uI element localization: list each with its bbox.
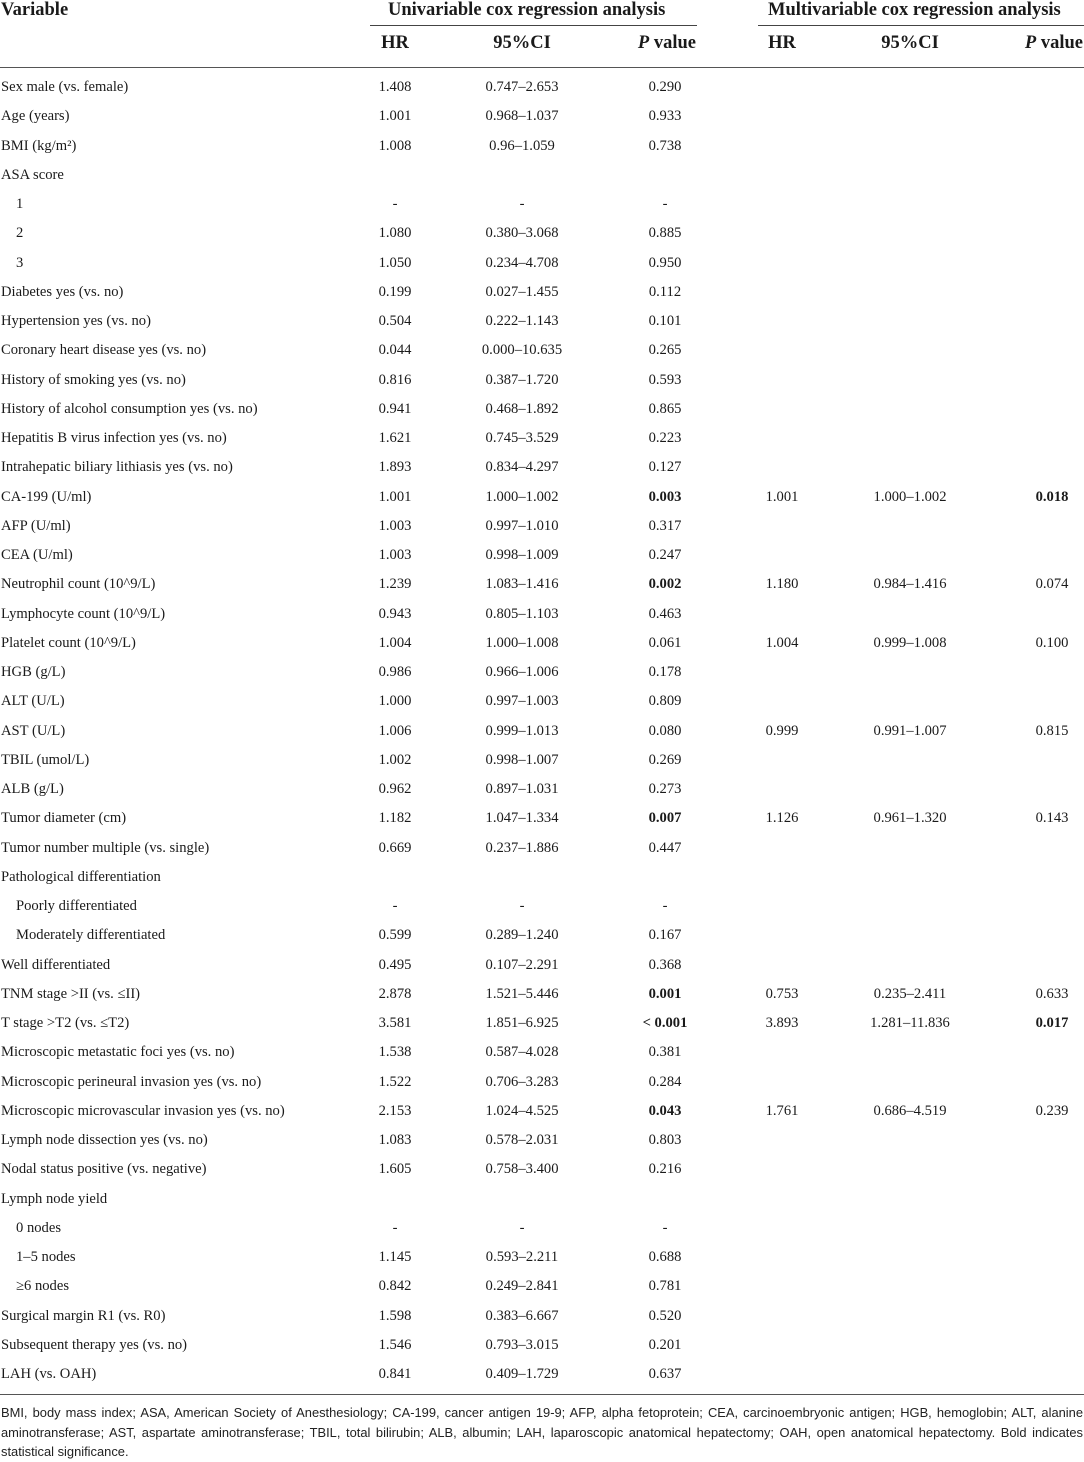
univariable-hr-cell: 0.842 — [378, 1278, 412, 1295]
variable-cell: Intrahepatic biliary lithiasis yes (vs. no) — [1, 459, 233, 476]
variable-cell: Tumor number multiple (vs. single) — [1, 839, 210, 856]
univariable-ci-cell: 0.793–3.015 — [485, 1336, 559, 1353]
variable-cell: History of alcohol consumption yes (vs. no) — [1, 400, 258, 417]
univariable-hr-cell: 3.581 — [378, 1015, 412, 1031]
table-row — [0, 1214, 1084, 1243]
univariable-ci-cell: 0.96–1.059 — [489, 137, 555, 154]
univariable-underline — [370, 25, 697, 26]
table-footnote: BMI, body mass index; ASA, American Society of Anesthesiology; CA-199, cancer antigen 19-9; AFP, alpha fetoprotein; CEA, carcinoembryonic antigen; HGB, hemoglobin; ALT, alanine aminotransferase; AST, aspartate aminotransferase; TBIL, total bilirubin; ALB, albumin; LAH, laparoscopic anatomical hepatectomy; OAH, open anatomical hepatectomy. Bold indicates statistical significance. — [1, 1405, 1083, 1459]
variable-cell: LAH (vs. OAH) — [1, 1366, 97, 1382]
table-row — [0, 1097, 1084, 1126]
univariable-ci-cell: 1.047–1.334 — [485, 810, 559, 827]
univariable-ci-cell: 0.997–1.003 — [485, 693, 559, 710]
univariable-p-cell: 0.520 — [648, 1307, 682, 1324]
univariable-ci-cell: 0.805–1.103 — [485, 605, 559, 622]
univariable-hr-cell: 1.083 — [378, 1132, 412, 1148]
univariable-hr-cell: 1.408 — [378, 79, 412, 95]
univariable-p-cell: 0.178 — [648, 664, 682, 680]
table-row — [0, 834, 1084, 863]
univariable-ci-cell: 0.897–1.031 — [485, 781, 559, 797]
univariable-ci-cell: 0.999–1.013 — [485, 722, 559, 739]
variable-cell: Lymphocyte count (10^9/L) — [1, 605, 166, 622]
univariable-ci-cell: 1.000–1.008 — [485, 634, 559, 651]
univariable-hr-cell: - — [392, 898, 398, 914]
table-row — [0, 687, 1084, 716]
variable-cell: Surgical margin R1 (vs. R0) — [1, 1307, 166, 1324]
table-row — [0, 73, 1084, 102]
variable-cell: Hepatitis B virus infection yes (vs. no) — [1, 430, 227, 446]
multivariable-ci-cell: 1.000–1.002 — [873, 488, 947, 505]
univariable-hr-cell: - — [392, 196, 398, 212]
variable-cell: 3 — [16, 254, 24, 271]
univariable-p-cell: 0.112 — [648, 283, 682, 300]
variable-cell: ≥6 nodes — [16, 1278, 70, 1295]
univariable-hr-cell: 1.621 — [378, 430, 412, 446]
univariable-p-cell: 0.001 — [648, 985, 682, 1002]
variable-cell: T stage >T2 (vs. ≤T2) — [1, 1015, 130, 1031]
table-row — [0, 366, 1084, 395]
table-row — [0, 132, 1084, 161]
univariable-hr-cell: - — [392, 1219, 398, 1236]
multivariable-p-cell: 0.239 — [1035, 1102, 1069, 1119]
univariable-ci-cell: 0.706–3.283 — [485, 1073, 559, 1090]
multivariable-ci-cell: 0.999–1.008 — [873, 634, 947, 651]
univariable-p-cell: 0.080 — [648, 722, 682, 739]
univariable-ci-cell: 0.745–3.529 — [485, 430, 559, 446]
variable-cell: AST (U/L) — [1, 722, 66, 739]
univariable-ci-cell: 0.998–1.009 — [485, 547, 559, 563]
univariable-hr-cell: 1.000 — [378, 693, 412, 710]
table-row — [0, 1243, 1084, 1272]
univariable-ci-cell: 0.027–1.455 — [485, 283, 559, 300]
variable-cell: 0 nodes — [16, 1219, 61, 1236]
univariable-hr-cell: 1.182 — [378, 810, 412, 827]
univariable-hr-cell: 1.008 — [378, 137, 412, 154]
multivariable-p-cell: 0.143 — [1035, 810, 1069, 827]
variable-cell: Coronary heart disease yes (vs. no) — [1, 342, 207, 359]
univariable-ci-cell: 0.222–1.143 — [485, 313, 559, 329]
multivariable-hr-cell: 0.999 — [765, 722, 799, 739]
variable-cell: 1 — [16, 196, 24, 212]
variable-cell: Well differentiated — [1, 956, 111, 973]
table-body — [0, 73, 1084, 1389]
univariable-hr-cell: 0.816 — [378, 371, 412, 388]
header-univariable-title: Univariable cox regression analysis — [388, 0, 666, 20]
table-row — [0, 1126, 1084, 1155]
header-variable: Variable — [1, 0, 69, 20]
variable-cell: HGB (g/L) — [1, 664, 66, 680]
multivariable-hr-cell: 1.001 — [765, 488, 799, 505]
table-row — [0, 278, 1084, 307]
variable-cell: CA-199 (U/ml) — [1, 488, 92, 505]
univariable-p-cell: 0.003 — [648, 488, 682, 505]
table-row — [0, 102, 1084, 131]
variable-cell: Poorly differentiated — [16, 898, 137, 914]
table-row — [0, 629, 1084, 658]
variable-cell: Microscopic metastatic foci yes (vs. no) — [1, 1044, 235, 1061]
univariable-p-cell: 0.002 — [648, 576, 682, 593]
univariable-p-cell: 0.216 — [648, 1161, 682, 1178]
multivariable-p-cell: 0.815 — [1035, 722, 1069, 739]
table-row — [0, 570, 1084, 599]
univariable-p-cell: 0.885 — [648, 225, 682, 242]
univariable-hr-cell: 0.943 — [378, 605, 412, 622]
univariable-hr-cell: 1.001 — [378, 488, 412, 505]
table-row — [0, 717, 1084, 746]
variable-cell: 2 — [16, 225, 24, 242]
univariable-ci-cell: 0.107–2.291 — [485, 956, 559, 973]
variable-cell: Age (years) — [1, 108, 70, 125]
univariable-hr-cell: 0.941 — [378, 400, 412, 417]
table-row — [0, 1302, 1084, 1331]
bottom-rule — [0, 1394, 1084, 1395]
table-row — [0, 336, 1084, 365]
univariable-ci-cell: 0.468–1.892 — [485, 400, 559, 417]
univariable-p-cell: 0.007 — [648, 810, 682, 827]
multivariable-underline — [758, 25, 1084, 26]
univariable-p-cell: 0.368 — [648, 956, 682, 973]
univariable-p-cell: 0.043 — [648, 1102, 682, 1119]
univariable-ci-cell: 1.000–1.002 — [485, 488, 559, 505]
multivariable-ci-cell: 0.984–1.416 — [873, 576, 947, 593]
univariable-ci-cell: 0.578–2.031 — [485, 1132, 559, 1148]
univariable-ci-cell: 0.383–6.667 — [485, 1307, 559, 1324]
univariable-hr-cell: 0.504 — [378, 313, 412, 329]
univariable-p-cell: 0.247 — [648, 547, 682, 563]
univariable-hr-cell: 2.878 — [378, 985, 412, 1002]
univariable-ci-cell: 0.593–2.211 — [485, 1249, 559, 1265]
header-uni-ci: 95%CI — [493, 33, 551, 53]
variable-cell: AFP (U/ml) — [1, 517, 71, 534]
univariable-hr-cell: 0.841 — [378, 1366, 412, 1382]
multivariable-hr-cell: 1.126 — [765, 810, 799, 827]
variable-cell: Microscopic perineural invasion yes (vs. no) — [1, 1073, 262, 1090]
univariable-p-cell: < 0.001 — [642, 1015, 688, 1031]
variable-cell: Diabetes yes (vs. no) — [1, 283, 124, 300]
univariable-hr-cell: 0.962 — [378, 781, 412, 797]
table-row — [0, 892, 1084, 921]
variable-cell: Lymph node dissection yes (vs. no) — [1, 1132, 208, 1148]
univariable-ci-cell: 1.851–6.925 — [485, 1015, 559, 1031]
table-row — [0, 746, 1084, 775]
variable-cell: Hypertension yes (vs. no) — [1, 313, 151, 329]
multivariable-ci-cell: 0.961–1.320 — [873, 810, 947, 827]
univariable-p-cell: 0.317 — [648, 517, 682, 534]
variable-cell: Neutrophil count (10^9/L) — [1, 576, 156, 593]
table-header — [0, 0, 1084, 68]
univariable-hr-cell: 1.003 — [378, 547, 412, 563]
univariable-p-cell: 0.865 — [648, 400, 682, 417]
variable-cell: CEA (U/ml) — [1, 547, 73, 563]
table-row — [0, 775, 1084, 804]
univariable-hr-cell: 1.522 — [378, 1073, 412, 1090]
univariable-hr-cell: 0.599 — [378, 927, 412, 944]
multivariable-p-cell: 0.074 — [1035, 576, 1069, 593]
univariable-p-cell: - — [662, 196, 668, 212]
variable-cell: Microscopic microvascular invasion yes (vs. no) — [1, 1102, 285, 1119]
univariable-ci-cell: 0.998–1.007 — [485, 751, 559, 768]
variable-cell: Subsequent therapy yes (vs. no) — [1, 1336, 188, 1353]
univariable-p-cell: 0.284 — [648, 1073, 682, 1090]
univariable-ci-cell: 0.758–3.400 — [485, 1161, 559, 1178]
univariable-p-cell: 0.201 — [648, 1336, 682, 1353]
multivariable-p-cell: 0.633 — [1035, 985, 1069, 1002]
univariable-p-cell: 0.223 — [648, 430, 682, 446]
univariable-hr-cell: 0.495 — [378, 956, 412, 973]
table-row — [0, 161, 1084, 190]
table-row — [0, 424, 1084, 453]
univariable-p-cell: - — [662, 1219, 668, 1236]
univariable-hr-cell: 0.199 — [378, 283, 412, 300]
univariable-hr-cell: 1.239 — [378, 576, 412, 593]
variable-cell: ALT (U/L) — [1, 693, 65, 710]
table-row — [0, 658, 1084, 687]
variable-cell: BMI (kg/m²) — [1, 137, 77, 154]
univariable-ci-cell: 0.237–1.886 — [485, 839, 559, 856]
univariable-ci-cell: 0.409–1.729 — [485, 1366, 559, 1382]
univariable-ci-cell: - — [519, 196, 525, 212]
variable-cell: ALB (g/L) — [1, 781, 64, 797]
header-multi-hr: HR — [768, 33, 796, 53]
univariable-p-cell: 0.290 — [648, 79, 682, 95]
univariable-p-cell: 0.273 — [648, 781, 682, 797]
univariable-p-cell: 0.950 — [648, 254, 682, 271]
univariable-hr-cell: 1.598 — [378, 1307, 412, 1324]
univariable-ci-cell: 0.380–3.068 — [485, 225, 559, 242]
multivariable-ci-cell: 0.686–4.519 — [873, 1102, 947, 1119]
header-rule — [0, 67, 1084, 68]
univariable-ci-cell: 1.024–4.525 — [485, 1102, 559, 1119]
table-row — [0, 1185, 1084, 1214]
univariable-hr-cell: 0.044 — [378, 342, 412, 359]
header-multi-p: P value — [1024, 33, 1083, 53]
multivariable-p-cell: 0.100 — [1035, 634, 1069, 651]
table-row — [0, 1360, 1084, 1389]
univariable-ci-cell: 0.234–4.708 — [485, 254, 559, 271]
variable-cell: Platelet count (10^9/L) — [1, 634, 136, 651]
univariable-p-cell: 0.381 — [648, 1044, 682, 1061]
variable-cell: TNM stage >II (vs. ≤II) — [1, 985, 141, 1002]
multivariable-ci-cell: 0.991–1.007 — [873, 722, 947, 739]
table-row — [0, 249, 1084, 278]
univariable-hr-cell: 2.153 — [378, 1102, 412, 1119]
variable-cell: History of smoking yes (vs. no) — [1, 371, 186, 388]
univariable-ci-cell: - — [519, 1219, 525, 1236]
table-row — [0, 395, 1084, 424]
univariable-p-cell: 0.101 — [648, 313, 682, 329]
univariable-hr-cell: 0.986 — [378, 664, 412, 680]
multivariable-p-cell: 0.017 — [1035, 1015, 1069, 1031]
variable-cell: Lymph node yield — [1, 1190, 108, 1207]
header-uni-p: P value — [637, 33, 696, 53]
univariable-p-cell: 0.809 — [648, 693, 682, 710]
univariable-p-cell: 0.061 — [648, 634, 682, 651]
table-row — [0, 512, 1084, 541]
univariable-ci-cell: 0.834–4.297 — [485, 459, 559, 476]
univariable-hr-cell: 1.538 — [378, 1044, 412, 1061]
univariable-p-cell: - — [662, 898, 668, 914]
variable-cell: Sex male (vs. female) — [1, 79, 129, 95]
univariable-ci-cell: 0.000–10.635 — [481, 342, 563, 359]
univariable-hr-cell: 1.006 — [378, 722, 412, 739]
variable-cell: ASA score — [1, 166, 64, 183]
multivariable-hr-cell: 1.180 — [765, 576, 799, 593]
univariable-p-cell: 0.593 — [648, 371, 682, 388]
univariable-p-cell: 0.738 — [648, 137, 682, 154]
univariable-hr-cell: 0.669 — [378, 839, 412, 856]
univariable-hr-cell: 1.001 — [378, 108, 412, 125]
table-row — [0, 951, 1084, 980]
table-row — [0, 307, 1084, 336]
variable-cell: TBIL (umol/L) — [1, 751, 90, 768]
variable-cell: 1–5 nodes — [16, 1249, 76, 1265]
variable-cell: Tumor diameter (cm) — [1, 810, 127, 827]
univariable-hr-cell: 1.003 — [378, 517, 412, 534]
table-row — [0, 1155, 1084, 1184]
univariable-p-cell: 0.688 — [648, 1249, 682, 1265]
variable-cell: Pathological differentiation — [1, 868, 161, 885]
univariable-ci-cell: 0.249–2.841 — [485, 1278, 559, 1295]
multivariable-ci-cell: 1.281–11.836 — [870, 1015, 950, 1031]
table-row — [0, 921, 1084, 950]
univariable-hr-cell: 1.546 — [378, 1336, 412, 1353]
multivariable-p-cell: 0.018 — [1035, 488, 1069, 505]
univariable-p-cell: 0.447 — [648, 839, 682, 856]
univariable-hr-cell: 1.004 — [378, 634, 412, 651]
univariable-ci-cell: 0.966–1.006 — [485, 664, 559, 680]
table-row — [0, 541, 1084, 570]
multivariable-hr-cell: 1.004 — [765, 634, 799, 651]
multivariable-ci-cell: 0.235–2.411 — [873, 985, 947, 1002]
univariable-p-cell: 0.463 — [648, 605, 682, 622]
univariable-ci-cell: - — [519, 898, 525, 914]
table-row — [0, 1331, 1084, 1360]
univariable-ci-cell: 0.997–1.010 — [485, 517, 559, 534]
univariable-p-cell: 0.167 — [648, 927, 682, 944]
table-row — [0, 453, 1084, 482]
header-uni-hr: HR — [381, 33, 409, 53]
univariable-ci-cell: 0.747–2.653 — [485, 79, 559, 95]
table-row — [0, 1068, 1084, 1097]
table-row — [0, 190, 1084, 219]
univariable-ci-cell: 1.521–5.446 — [485, 985, 559, 1002]
univariable-hr-cell: 1.080 — [378, 225, 412, 242]
table-row — [0, 863, 1084, 892]
multivariable-hr-cell: 3.893 — [765, 1015, 799, 1031]
univariable-p-cell: 0.269 — [648, 751, 682, 768]
table-row — [0, 483, 1084, 512]
univariable-hr-cell: 1.002 — [378, 751, 412, 768]
header-multi-ci: 95%CI — [881, 33, 939, 53]
univariable-hr-cell: 1.605 — [378, 1161, 412, 1178]
table-row — [0, 1272, 1084, 1301]
univariable-hr-cell: 1.145 — [378, 1249, 412, 1265]
multivariable-hr-cell: 1.761 — [765, 1102, 799, 1119]
univariable-ci-cell: 0.387–1.720 — [485, 371, 559, 388]
univariable-p-cell: 0.933 — [648, 108, 682, 125]
variable-cell: Nodal status positive (vs. negative) — [1, 1161, 207, 1178]
univariable-ci-cell: 0.968–1.037 — [485, 108, 559, 125]
univariable-hr-cell: 1.893 — [378, 459, 412, 476]
table-row — [0, 219, 1084, 248]
univariable-hr-cell: 1.050 — [378, 254, 412, 271]
univariable-p-cell: 0.265 — [648, 342, 682, 359]
univariable-p-cell: 0.781 — [648, 1278, 682, 1295]
univariable-ci-cell: 1.083–1.416 — [485, 576, 559, 593]
univariable-ci-cell: 0.289–1.240 — [485, 927, 559, 944]
univariable-p-cell: 0.803 — [648, 1132, 682, 1148]
table-row — [0, 1009, 1084, 1038]
table-row — [0, 980, 1084, 1009]
univariable-ci-cell: 0.587–4.028 — [485, 1044, 559, 1061]
table-row — [0, 1038, 1084, 1067]
multivariable-hr-cell: 0.753 — [765, 985, 799, 1002]
table-row — [0, 600, 1084, 629]
univariable-p-cell: 0.127 — [648, 459, 682, 476]
variable-cell: Moderately differentiated — [16, 927, 166, 944]
header-multivariable-title: Multivariable cox regression analysis — [768, 0, 1061, 20]
univariable-p-cell: 0.637 — [648, 1366, 682, 1382]
table-row — [0, 804, 1084, 833]
